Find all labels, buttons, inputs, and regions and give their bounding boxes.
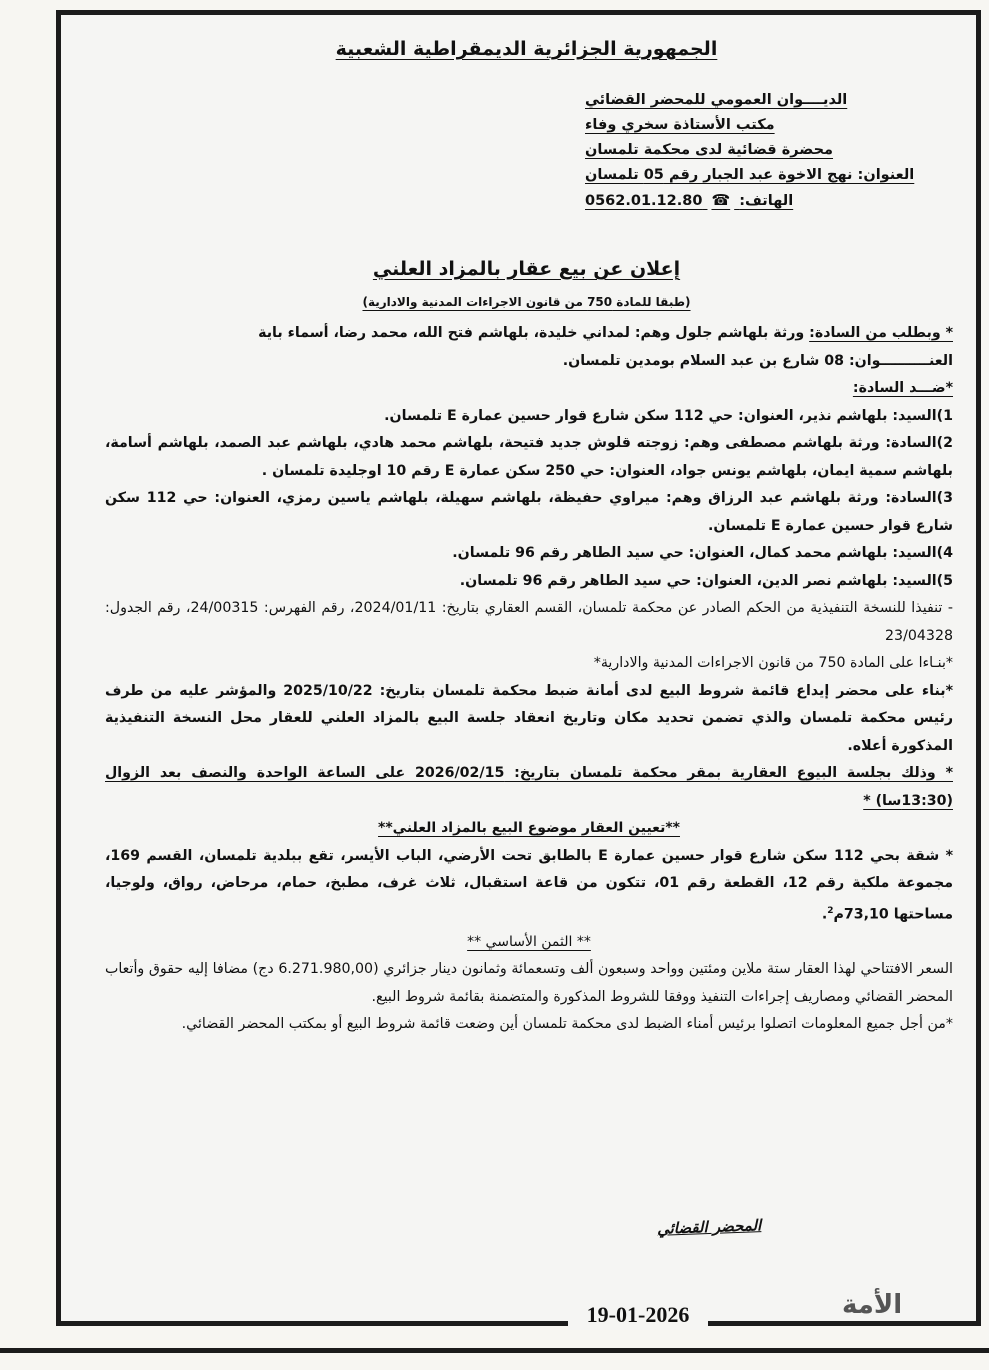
bailiff-signature: المحضر القضائي xyxy=(656,1216,762,1238)
area-unit-superscript: 2 xyxy=(827,905,834,916)
defendant-item: 1)السيد: بلهاشم نذير، العنوان: حي 112 سكن شارع قوار حسين عمارة E تلمسان. xyxy=(384,407,953,424)
requesters-names: ورثة بلهاشم جلول وهم: لمداني خليدة، بلهاشم فتح الله، محمد رضا، أسماء باية xyxy=(258,325,805,341)
announcement-title: إعلان عن بيع عقار بالمزاد العلني xyxy=(372,258,681,280)
price-text: السعر الافتتاحي لهذا العقار ستة ملاين ومئتين وواحد وسبعون ألف وتسعمائة وثمانون دينار جزائري (6.271.980,00 دج) مضافا إليه حقوق وأتعاب المحضر القضائي ومصاريف إجراءات التنفيذ ووفقا للشروط المذكورة والمتضمنة بقائمة شروط البيع. xyxy=(105,961,953,1005)
bottom-rule xyxy=(0,1348,989,1353)
requesters-address-label: العنــــــــــوان: xyxy=(848,352,953,369)
office-line: محضرة قضائية لدى محكمة تلمسان xyxy=(585,142,834,158)
defendant-item: 3)السادة: ورثة بلهاشم عبد الرزاق وهم: ميراوي حفيظة، بلهاشم سهيلة، بلهاشم ياسين رمزي، العنوان: حي 112 سكن شارع قوار حسين عمارة E تلمسان. xyxy=(105,490,953,534)
phone-number: 0562.01.12.80 xyxy=(585,193,703,209)
newspaper-logo-text: الأمة xyxy=(842,1290,903,1320)
against-label: *ضـــد السادة: xyxy=(852,380,953,396)
republic-title: الجمهورية الجزائرية الديمقراطية الشعبية xyxy=(335,38,718,60)
defendant-item: 4)السيد: بلهاشم محمد كمال، العنوان: حي سيد الطاهر رقم 96 تلمسان. xyxy=(452,545,953,561)
requesters-address-line xyxy=(105,348,953,376)
newspaper-logo-icon xyxy=(842,1287,952,1323)
office-phone xyxy=(585,188,905,214)
phone-label: الهاتف: xyxy=(739,193,794,209)
announcement-subtitle: (طبقا للمادة 750 من قانون الاجراءات المدنية والادارية) xyxy=(362,295,691,309)
requesters-label: * وبطلب من السادة: xyxy=(809,325,953,341)
property-description xyxy=(105,843,953,929)
bailiff-office-block xyxy=(585,88,945,214)
property-heading: **تعيين العقار موضوع البيع بالمزاد العلني** xyxy=(378,820,680,836)
article-basis: *بنـاءا على المادة 750 من قانون الاجراءات المدنية والادارية* xyxy=(593,655,953,671)
price-heading: ** الثمن الأساسي ** xyxy=(467,933,591,950)
auction-session: * وذلك بجلسة البيوع العقارية بمقر محكمة تلمسان بتاريخ: 2026/02/15 على الساعة الواحدة والنصف بعد الزوال (13:30سا) * xyxy=(105,765,953,809)
info-text: *من أجل جميع المعلومات اتصلوا برئيس أمناء الضبط لدى محكمة تلمسان أين وضعت قائمة شروط البيع أو بمكتب المحضر القضائي. xyxy=(181,1016,953,1033)
office-line: مكتب الأستاذة سخري وفاء xyxy=(585,117,775,133)
defendant-item: 5)السيد: بلهاشم نصر الدين، العنوان: حي سيد الطاهر رقم 96 تلمسان. xyxy=(459,572,953,589)
requesters-address: 08 شارع بن عبد السلام بومدين تلمسان. xyxy=(562,352,845,369)
deposit-statement: *بناء على محضر إيداع قائمة شروط البيع لدى أمانة ضبط محكمة تلمسان بتاريخ: 2025/10/22 والمؤشر عليه من طرف رئيس محكمة تلمسان والذي تضمن تحديد مكان وتاريخ انعقاد جلسة البيع بالمزاد العلني للعقار محل النسخة التنفيذية المذكورة أعلاه. xyxy=(105,682,953,754)
office-line: الديــــوان العمومي للمحضر القضائي xyxy=(585,92,848,108)
announcement-body xyxy=(105,320,953,1039)
property-description-text: * شقة بحي 112 سكن شارع قوار حسين عمارة E بالطابق تحت الأرضي، الباب الأيسر، تقع ببلدية تلمسان، القسم 169، مجموعة ملكية رقم 12، القطعة رقم 01، تتكون من قاعة استقبال، ثلاث غرف، مطبخ، حمام، مرحاض، رواق، ولوجيا، مساحتها 73,10م xyxy=(105,847,953,923)
property-description-end: . xyxy=(821,906,828,923)
judgment-reference: - تنفيذا للنسخة التنفيذية من الحكم الصادر عن محكمة تلمسان، القسم العقاري بتاريخ: 2024/01/11، رقم الفهرس: 24/00315، رقم الجدول: 23/04328 xyxy=(105,600,954,644)
defendant-item: 2)السادة: ورثة بلهاشم مصطفى وهم: زوجته قلوش جديد فتيحة، بلهاشم محمد هادي، بلهاشم عبد الصمد، بلهاشم أسامة، بلهاشم سمية ايمان، بلهاشم يونس جواد، العنوان: حي 250 سكن عمارة E رقم 10 اوجليدة تلمسان . xyxy=(105,435,953,479)
office-address: العنوان: نهج الاخوة عبد الجبار رقم 05 تلمسان xyxy=(585,167,915,183)
publication-date: 19-01-2026 xyxy=(568,1300,708,1330)
document-header xyxy=(90,30,963,60)
requesters-line xyxy=(105,320,953,348)
telephone-icon: ☎ xyxy=(711,191,731,209)
